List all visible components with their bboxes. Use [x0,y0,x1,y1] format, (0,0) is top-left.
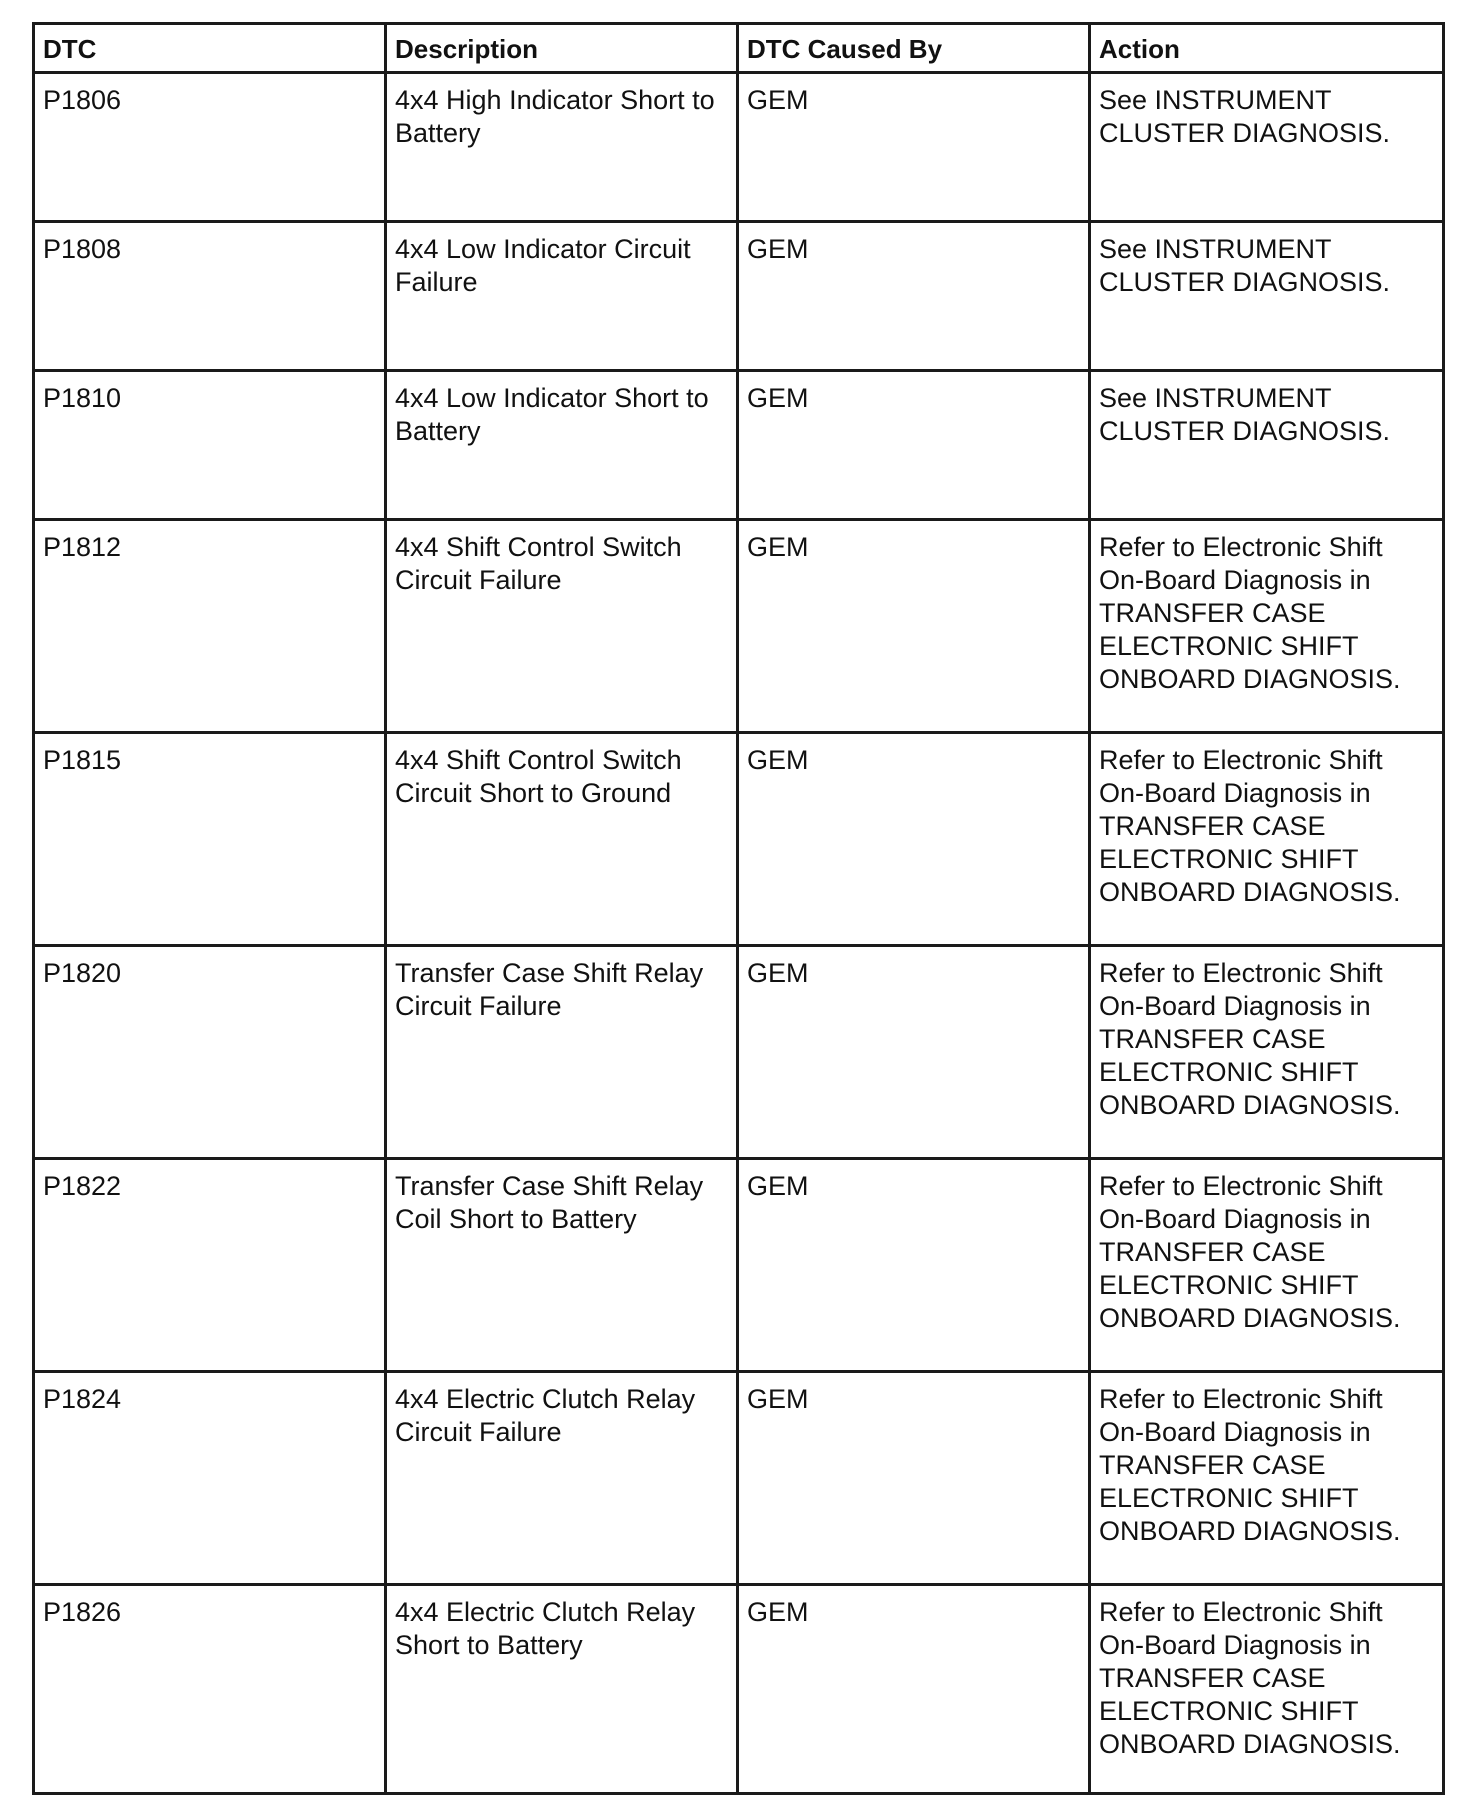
description-cell: 4x4 Electric Clutch Relay Circuit Failure [386,1372,738,1585]
description-cell: 4x4 High Indicator Short to Battery [386,73,738,222]
description-cell: Transfer Case Shift Relay Coil Short to Battery [386,1159,738,1372]
dtc-code-cell: P1808 [34,222,386,371]
table-row [34,733,1444,946]
dtc-code-cell: P1810 [34,371,386,520]
table-row [34,520,1444,733]
table-row [34,946,1444,1159]
table-row [34,371,1444,520]
action-cell: Refer to Electronic Shift On-Board Diagnosis in TRANSFER CASE ELECTRONIC SHIFT ONBOARD DIAGNOSIS. [1090,1585,1444,1794]
description-cell: 4x4 Shift Control Switch Circuit Failure [386,520,738,733]
dtc-code-cell: P1815 [34,733,386,946]
dtc-code-cell: P1812 [34,520,386,733]
dtc-code-cell: P1806 [34,73,386,222]
action-cell: Refer to Electronic Shift On-Board Diagnosis in TRANSFER CASE ELECTRONIC SHIFT ONBOARD DIAGNOSIS. [1090,520,1444,733]
caused-by-cell: GEM [738,1159,1090,1372]
action-cell: See INSTRUMENT CLUSTER DIAGNOSIS. [1090,371,1444,520]
table-row [34,73,1444,222]
dtc-table [32,22,1445,1795]
caused-by-cell: GEM [738,222,1090,371]
table-row [34,1372,1444,1585]
description-cell: 4x4 Shift Control Switch Circuit Short to Ground [386,733,738,946]
header-dtc: DTC [34,24,386,73]
action-cell: Refer to Electronic Shift On-Board Diagnosis in TRANSFER CASE ELECTRONIC SHIFT ONBOARD DIAGNOSIS. [1090,733,1444,946]
header-action: Action [1090,24,1444,73]
table-row [34,1159,1444,1372]
table-row [34,222,1444,371]
description-cell: 4x4 Electric Clutch Relay Short to Battery [386,1585,738,1794]
caused-by-cell: GEM [738,1585,1090,1794]
caused-by-cell: GEM [738,1372,1090,1585]
caused-by-cell: GEM [738,733,1090,946]
caused-by-cell: GEM [738,73,1090,222]
caused-by-cell: GEM [738,371,1090,520]
header-row [34,24,1444,73]
caused-by-cell: GEM [738,520,1090,733]
action-cell: Refer to Electronic Shift On-Board Diagnosis in TRANSFER CASE ELECTRONIC SHIFT ONBOARD DIAGNOSIS. [1090,946,1444,1159]
description-cell: 4x4 Low Indicator Short to Battery [386,371,738,520]
description-cell: 4x4 Low Indicator Circuit Failure [386,222,738,371]
action-cell: Refer to Electronic Shift On-Board Diagnosis in TRANSFER CASE ELECTRONIC SHIFT ONBOARD DIAGNOSIS. [1090,1159,1444,1372]
action-cell: See INSTRUMENT CLUSTER DIAGNOSIS. [1090,73,1444,222]
action-cell: Refer to Electronic Shift On-Board Diagnosis in TRANSFER CASE ELECTRONIC SHIFT ONBOARD DIAGNOSIS. [1090,1372,1444,1585]
header-caused-by: DTC Caused By [738,24,1090,73]
action-cell: See INSTRUMENT CLUSTER DIAGNOSIS. [1090,222,1444,371]
table-row [34,1585,1444,1794]
header-description: Description [386,24,738,73]
caused-by-cell: GEM [738,946,1090,1159]
dtc-code-cell: P1826 [34,1585,386,1794]
dtc-code-cell: P1820 [34,946,386,1159]
dtc-code-cell: P1822 [34,1159,386,1372]
dtc-code-cell: P1824 [34,1372,386,1585]
description-cell: Transfer Case Shift Relay Circuit Failure [386,946,738,1159]
